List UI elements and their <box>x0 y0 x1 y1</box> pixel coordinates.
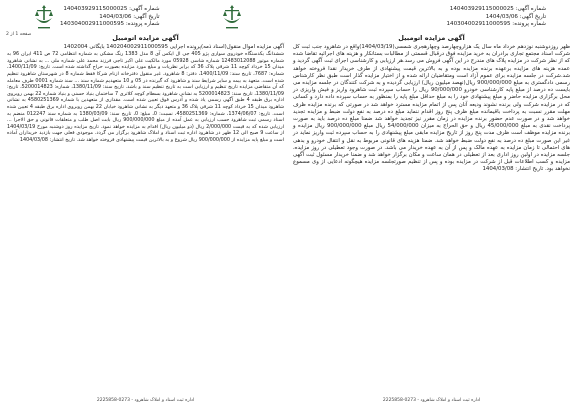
notice-title: آگهی مزایده اتومبیل <box>398 34 465 42</box>
notice-footer-right: اداره ثبت اسناد و املاک شاهرود - 0273-2225858 <box>382 398 481 403</box>
case-number: شماره پرونده: 140304002911000595 <box>60 21 160 28</box>
notice-header-left <box>60 6 160 29</box>
notice-date: تاریخ آگهی: 1404/03/06 <box>99 13 160 20</box>
notice-footer-left: اداره ثبت اسناد و املاک شاهرود - 0273-2225858 <box>96 398 195 403</box>
case-number: شماره پرونده: 140304002911000595 <box>446 21 546 28</box>
notice-body: ششدانگ یکدستگاه خودروی سواری پژو 405 جی ال ایکس آی 8 مدل 1383 رنگ مشکی به شماره انتظامی 72 ص 411 ایران 96 به شماره موتور 12483012088 شماره شاسی 05928 مورد مالکیت علی اکبر تاجی فرزند محمد علی شماره ملی ... به نشانی شاهرود میدان 15 خرداد کوچه 11 شرقی پلاک 36 که برابر نظریات و مبلغ مورد مزایده بصورت حراج گذاشته شده است. تاریخ: 1400/11/09، شماره: 7687، تاریخ سند: 1400/11/09، دفتر: 8 شاهرود. غیر منقول دفترخانه ازنام شرکا فقط شماره 8 در شهرستان شاهرود تنظیم شده است. متعهد به بیمه و سایر شرایط سند و شاهرود که گیرنده در 05 و 10 متعهدیم شماره سند ... سند شماره 0001 طرف معامله که آن متقاضی مزایده تاریخ تنظیم و ارزیابی است به تاریخ تنظیم سند و باشد. تاریخ سند: 1380/11/09، شماره: 5200014823، تاریخ: 1380/11/09، تاریخ سند: 5200014823 به نشانی شاهرود بسطام کوچه کلاتری 7 ساختمان بنیاد حسنی و بنیاد شماره 22 بهمن روبروی اداره برق طبقه 4 طبق آگهی رسمی یاد شده و آدرس فوق تعیین شده است. مقداری از متعهدین با شماره 4580251369 به نشانی شاهرود میدان 15 خرداد کوچه 11 شرقی پلاک 36 و متعهد دیگر به نشانی شاهرود خیابان 22 بهمن روبروی اداره برق طبقه 4 تعیین شده است. تاریخ: 1374/06/07، شماره: 4580251369، نسبت: 0، مبلغ: 0، تاریخ سند: 1380/03/09 به شماره سند 012247 منضم به اسناد رسمی ثبت شاهرود حسب ارزیابی به عمل آمده از مبلغ 900/000/000 ریال بابت اصل طلب و متعلقات قانونی و حق الاجرا ... ارزیابی شده که به قیمت 2/000/000 ریال (دو میلیون ریال) اقدام به مزایده خواهد نمود. تاریخ مزایده روز دوشنبه مورخ 1404/03/19 از ساعت 9 صبح الی 12 ظهر در شاهرود اداره ثبت اسناد و املاک شاهرود برگزار می گردد. موجودی فعلی جهت بازدید خریداران آماده است و مبلغ پایه مزایده از 900/000/000 ریال شروع و به بالاترین قیمت پیشنهادی فروخته خواهد شد. تاریخ انتشار: 1404/03/08 <box>7 51 285 143</box>
notice-column-left <box>7 34 284 144</box>
notice-date: تاریخ آگهی: 1404/03/06 <box>485 13 546 20</box>
judiciary-emblem-icon <box>34 4 54 31</box>
notice-title: آگهی مزایده اتومبیل <box>112 34 179 42</box>
judiciary-emblem-icon <box>222 4 242 31</box>
notice-header-right <box>446 6 546 29</box>
notice-column-right <box>293 34 570 174</box>
notice-subtitle: آگهی مزایده اموال منقول(اسناد ذمه)پرونده اجرایی 140204002911000595 بایگانی 1402004 <box>63 44 284 50</box>
notice-body: ظهر روزدوشنبه نوزدهم خرداد ماه سال یک هزاروچهارصد وچهارهجری شمسی(1404/03/19)واقع در شاهرود جنب ثبت کل شرکت اسناد مجتمع تجاری برادران به خرید مزایده فوق درقبال قسمتی از مطالبات بستانکار و هزینه های اجرائیه تقاضا شده که از نظر شرکت در مزایده پلاک های مندرج در این آگهی فروش می رسد.هر ارزیابی و کارشناسی اجرای ثبت آگهی گردید و عمده هزینه های مزایده برعهده برنده مزایده بوده و به بالاترین قیمت پیشنهادی از طرف خریدار نقدا فروخته خواهد شد.شرکت در جلسه مزایده برای عموم آزاد است ومتقاضیان ارائه شده و از اختیار مزایده گذار است طبق نظر کارشناس رسمی دادگستری به مبلغ 900/000/000 ریال(نهصد میلیون ریال) ارزیابی گردیده و به شرکت کنندگان در جلسه مزایده می بایست ده درصد از مبلغ پایه کارشناسی خودرو 90/000/000 ریال را حساب سپرده ثبت شاهرود واریز و فیش واریزی در محل برگزاری مزایده حاضر و مبلغ پیشنهادی خود را به مبلغ حداقل مبلغ پایه را بمنظور به حساب سپرده داده دارد و کسانی که در مزایده شرکت ولی برنده نشوند ودیعه آنان پس از اتمام مزایده مسترد خواهد شد در صورتی که برنده مزایده ظرف مهلت مقرر نسبت به پرداخت باقیمانده مبلغ ظرف پنج روز اقدام ننماید مبلغ ده درصد به نفع دولت ضبط و مزایده تجدید خواهد شد و در صورت عدم حضور برنده مزایده در زمان مقرر نیز تجدید خواهد شد ضمنا مبلغ ده درصد باید به صورت پرداخت نقدی به مبلغ 45/000/000 ریال و حق الحراج به میزان 54/000/000 ریال مبلغ 900/000/000 ریال مزایده و برنده مزایده موظف است ظرف مدت پنج روز از تاریخ مزایده مابقی مبلغ پیشنهادی را به حساب سپرده ثبت واریز نماید در غیر این صورت مبلغ ده درصد به نفع دولت ضبط خواهد شد. ضمنا هزینه های قانونی مربوط به نقل و انتقال خودرو و بدهی های احتمالی تا زمان مزایده به عهده مالک و پس از آن به عهده خریدار می باشد. در صورت وجود تعطیلی در روز مزایده، جلسه مزایده در اولین روز اداری بعد از تعطیلی در همان ساعت و مکان برگزار خواهد شد و ضمنا خریدار مسئول ثبت آگهی مزایده و کسب اطلاعات قبل از شرکت در مزایده بوده و پس از تنظیم صورتجلسه مزایده هیچگونه ادعایی از وی مسموع نخواهد بود. تاریخ انتشار: 1404/03/08 <box>293 44 571 173</box>
notice-number: شماره آگهی: 140403929115000025 <box>63 6 160 12</box>
notice-number: شماره آگهی: 140403929115000025 <box>449 6 546 12</box>
page-indicator: صفحه 1 از 2 <box>6 32 32 37</box>
